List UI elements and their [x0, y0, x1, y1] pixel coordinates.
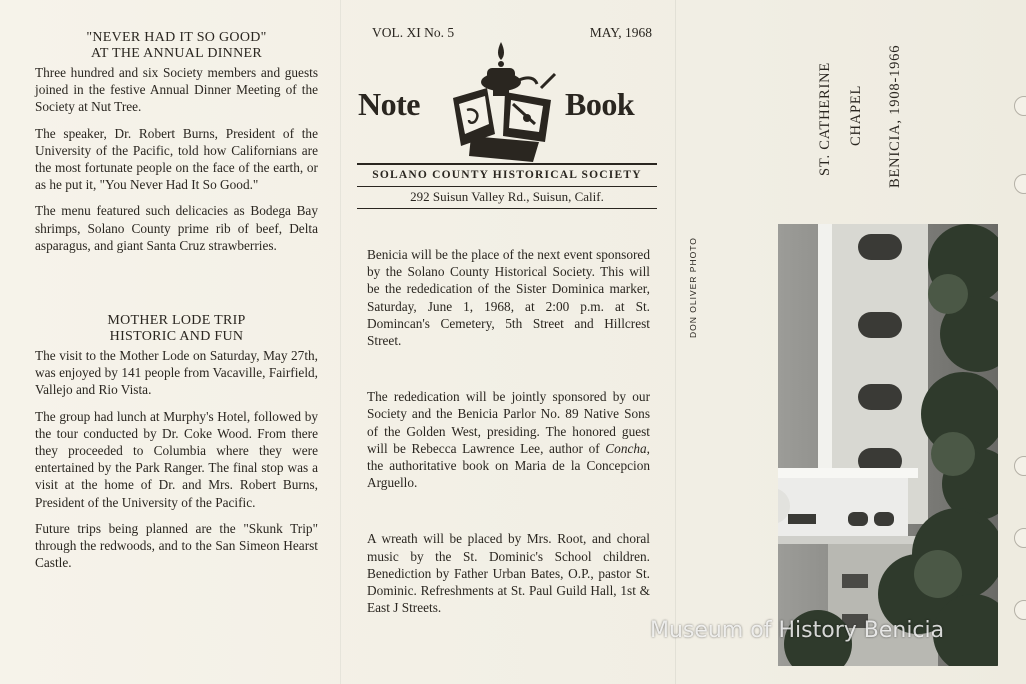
- trip-paragraph: Future trips being planned are the "Skunk Trip" through the redwoods, and to the San Simeon Hearst Castle.: [35, 520, 318, 571]
- binder-hole: [1014, 456, 1026, 476]
- trip-article: [35, 313, 318, 571]
- left-column: [35, 30, 318, 580]
- dinner-heading-line2: AT THE ANNUAL DINNER: [90, 46, 262, 61]
- dinner-article: [35, 30, 318, 254]
- masthead: [355, 20, 660, 210]
- fold-line: [675, 0, 676, 684]
- masthead-rule: [357, 186, 657, 187]
- society-address: 292 Suisun Valley Rd., Suisun, Calif.: [410, 189, 604, 204]
- title-note: Note: [358, 86, 420, 122]
- caption-line: BENICIA, 1908-1966: [887, 44, 903, 188]
- dinner-paragraph: The speaker, Dr. Robert Burns, President of the University of the Pacific, told how Californians are the most fortunate people on the face of the earth, or as he put it, "You Never Had It So Good.": [35, 125, 318, 193]
- chapel-photo: [778, 224, 998, 666]
- volume-number: VOL. XI No. 5: [372, 25, 455, 40]
- rededication-text: The rededication will be jointly sponsored by our Society and the Benicia Parlor No. 89 Native Sons of the Golden West, presiding. The honored guest will be Rebecca Lawrence Lee, author of: [367, 389, 650, 456]
- caption-line: CHAPEL: [848, 84, 864, 146]
- fold-line: [340, 0, 341, 684]
- binder-hole: [1014, 96, 1026, 116]
- wreath-paragraph: A wreath will be placed by Mrs. Root, and choral music by the St. Dominic's School children. Benediction by Father Urban Bates, O.P., pastor St. Dominic. Refreshments at St. Paul Guild Hall, 1st & East J Streets.: [367, 531, 650, 616]
- masthead-rule: [357, 208, 657, 209]
- dinner-paragraph: Three hundred and six Society members and guests joined in the festive Annual Dinner Meeting of the Society at Nut Tree.: [35, 65, 318, 115]
- lamp-and-books-emblem: [443, 38, 561, 166]
- title-book: Book: [565, 86, 635, 122]
- trip-paragraph: The group had lunch at Murphy's Hotel, followed by the tour conducted by Dr. Coke Wood. From there they proceeded to Columbia where they were entertained by the Park Ranger. The final stop was a visit at the home of Dr. and Mrs. Robert Burns, President of the University of the Pacific.: [35, 408, 318, 510]
- binder-hole: [1014, 174, 1026, 194]
- book-title: Concha: [605, 440, 647, 456]
- trip-paragraph: The visit to the Mother Lode on Saturday, May 27th, was enjoyed by 141 people from Vacaville, Fairfield, Vallejo and Rio Vista.: [35, 348, 318, 398]
- event-paragraph: Benicia will be the place of the next event sponsored by the Solano County Historical Society. This will be the rededication of the Sister Dominica marker, Saturday, June 1, 1968, at 2:00 p.m. at St. Domincan's Cemetery, 5th Street and Hillcrest Street.: [367, 247, 650, 349]
- middle-column: [367, 246, 650, 625]
- dinner-paragraph: The menu featured such delicacies as Bodega Bay shrimps, Solano County prime rib of beef, Delta asparagus, and giant Santa Cruz strawberries.: [35, 203, 318, 253]
- binder-hole: [1014, 528, 1026, 548]
- rededication-text: , the authoritative book on Maria de la Concepcion Arguello.: [367, 440, 650, 491]
- binder-hole: [1014, 600, 1026, 620]
- caption-line: ST. CATHERINE: [817, 61, 833, 176]
- watermark: Museum of History Benicia: [650, 618, 945, 643]
- masthead-rule: [357, 163, 657, 165]
- issue-date: MAY, 1968: [589, 25, 652, 40]
- trip-heading-line1: MOTHER LODE TRIP: [107, 313, 246, 329]
- dinner-heading-line1: "NEVER HAD IT SO GOOD": [86, 30, 267, 45]
- rededication-paragraph: [367, 388, 650, 491]
- trip-heading-line2: HISTORIC AND FUN: [109, 329, 244, 345]
- photo-credit: DON OLIVER PHOTO: [688, 237, 698, 338]
- society-name: SOLANO COUNTY HISTORICAL SOCIETY: [372, 169, 642, 181]
